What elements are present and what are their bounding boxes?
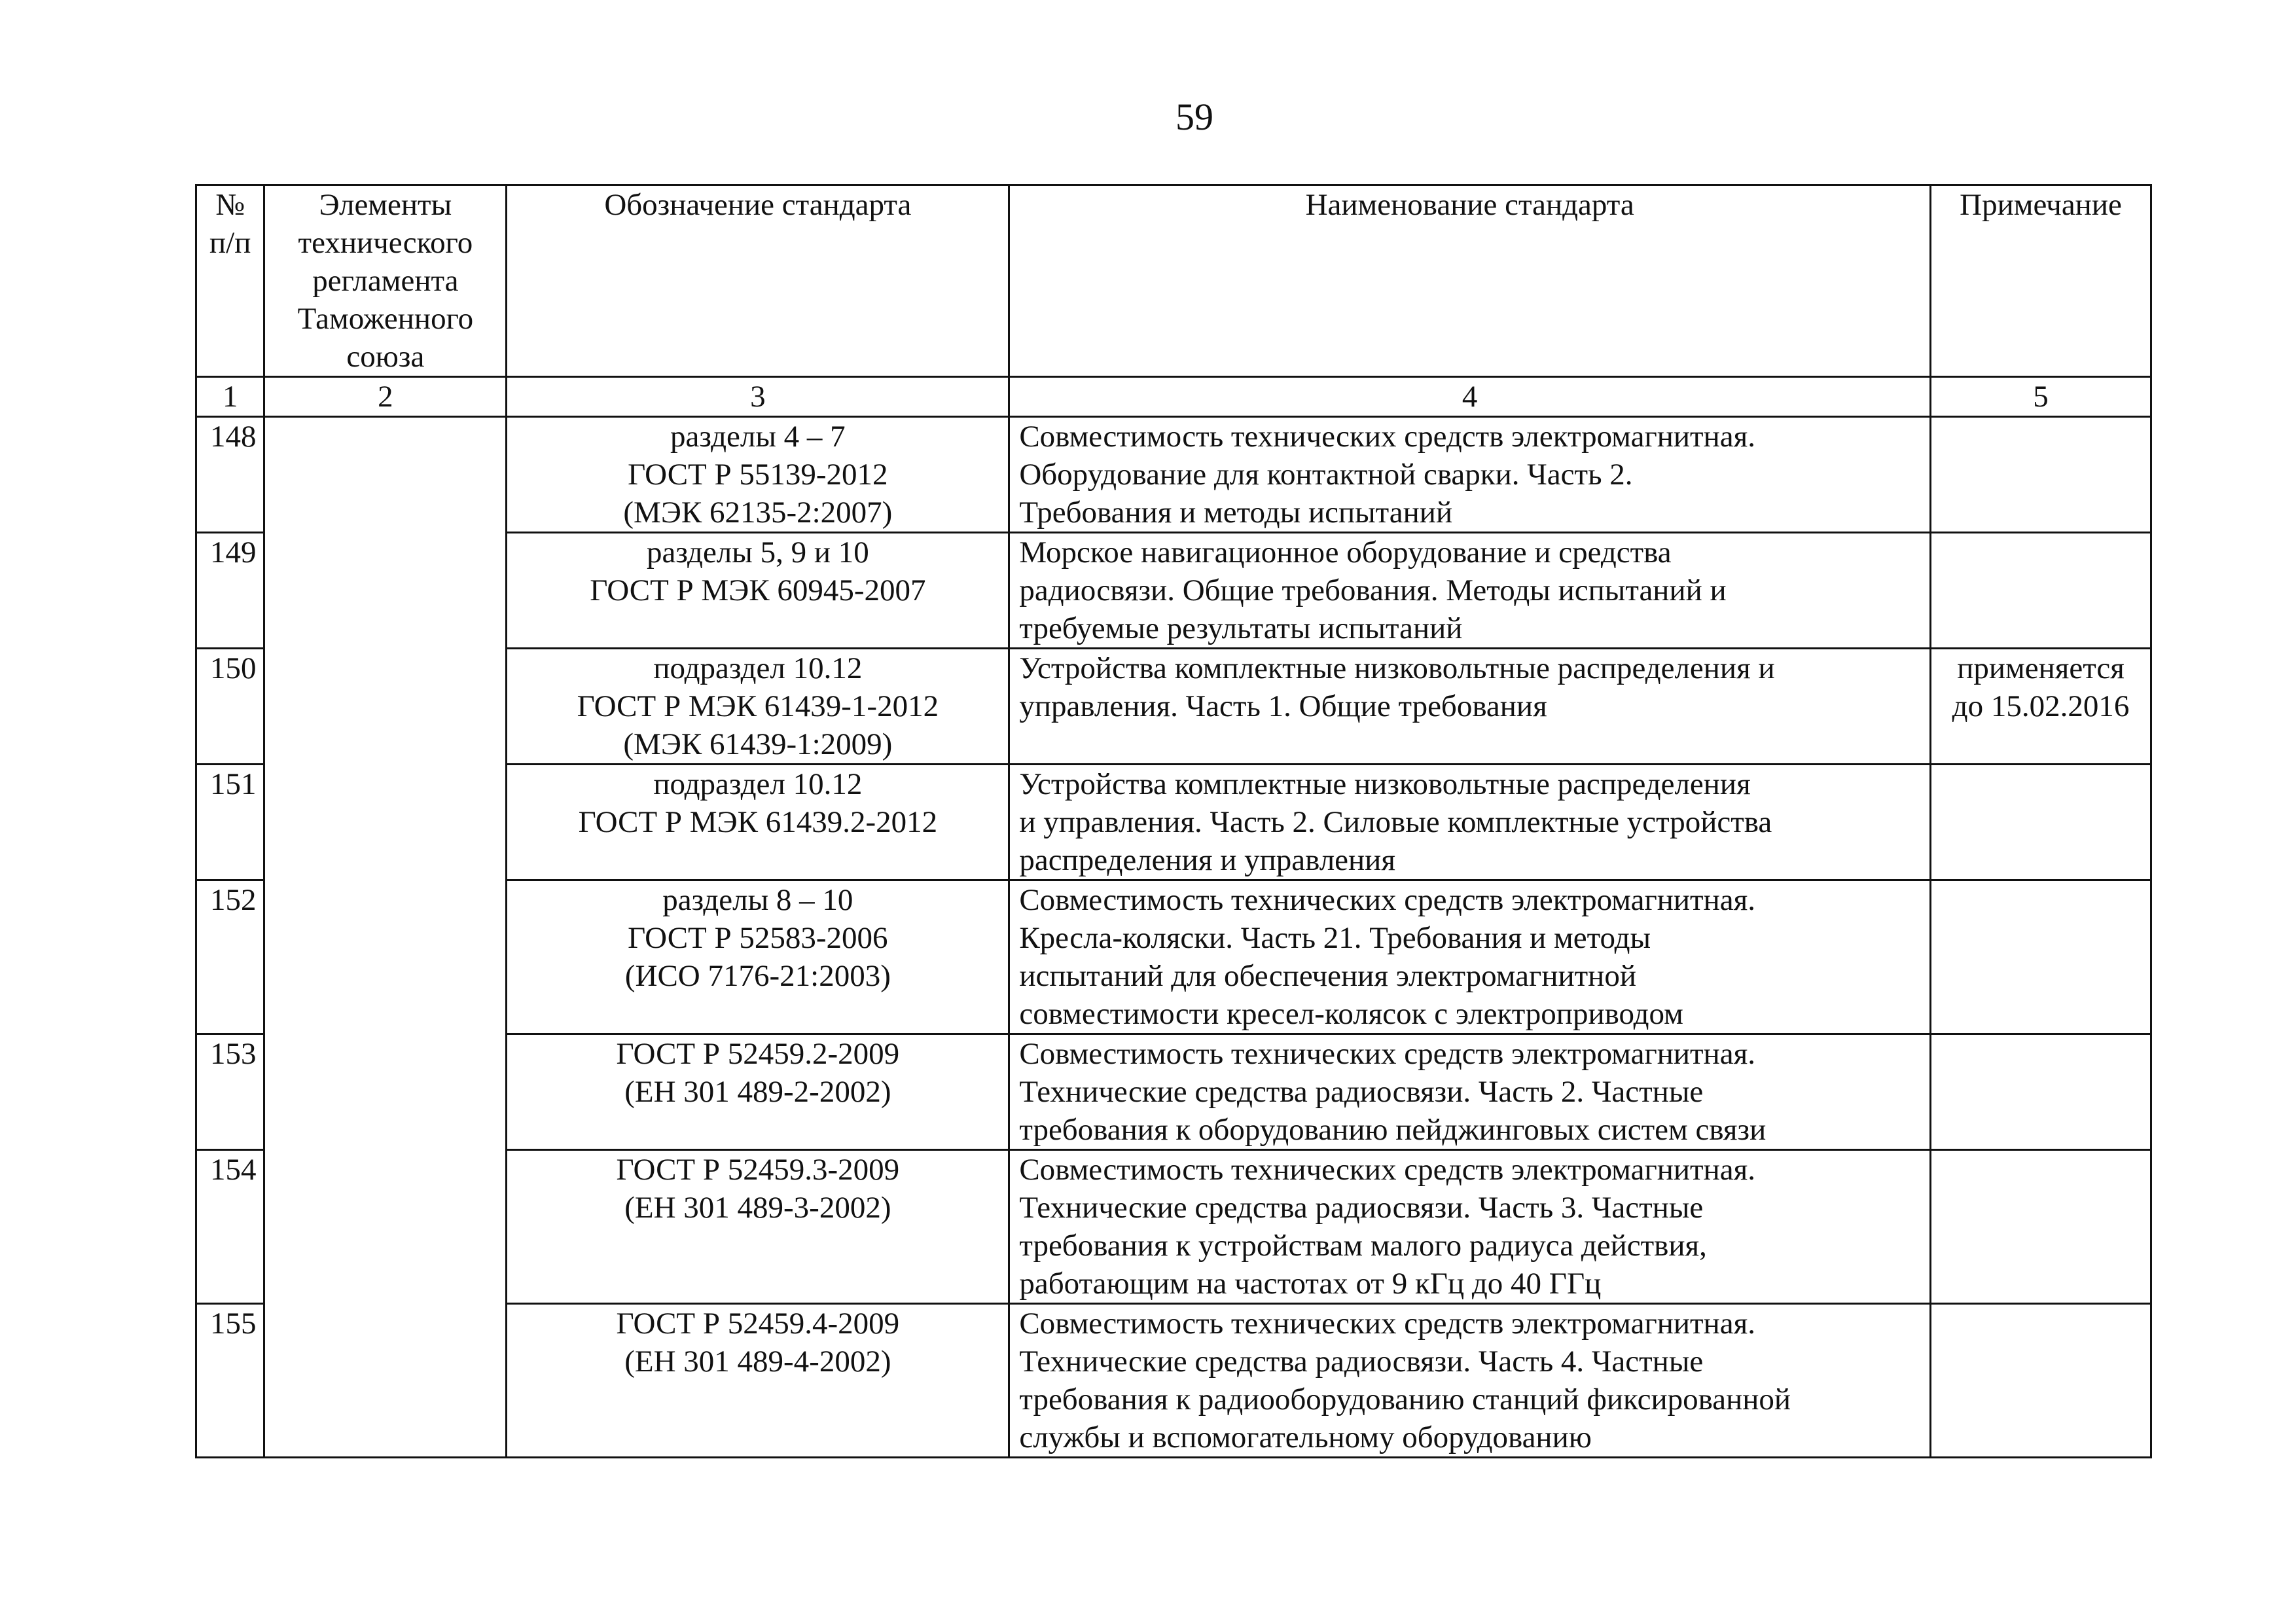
standard-designation-line: (ЕН 301 489-3-2002): [624, 1191, 891, 1225]
header-row: [196, 185, 2151, 377]
column-index: 3: [507, 377, 1009, 417]
standard-name: [1009, 1034, 1931, 1150]
note: [1931, 417, 2151, 533]
standard-name-line: Технические средства радиосвязи. Часть 3. Частные: [1019, 1191, 1704, 1225]
page-number: 59: [1175, 96, 1213, 138]
header-line: союза: [346, 340, 425, 374]
note: [1931, 880, 2151, 1034]
standard-name-line: и управления. Часть 2. Силовые комплектные устройства: [1019, 805, 1772, 839]
standard-name-line: Совместимость технических средств электромагнитная.: [1019, 1307, 1755, 1341]
header-note: [1931, 185, 2151, 377]
column-index: 2: [264, 377, 507, 417]
table-body: [196, 185, 2151, 1458]
header-num: [196, 185, 264, 377]
note: [1931, 533, 2151, 649]
standard-name-line: Совместимость технических средств электромагнитная.: [1019, 420, 1755, 454]
header-line: регламента: [312, 264, 459, 298]
standard-name: [1009, 1150, 1931, 1304]
note-line: применяется: [1957, 651, 2125, 685]
standard-designation: [507, 765, 1009, 880]
standard-designation-line: ГОСТ Р МЭК 61439-1-2012: [577, 689, 939, 723]
column-index: 1: [196, 377, 264, 417]
row-number: 148: [196, 417, 264, 533]
standard-name-line: Устройства комплектные низковольтные распределения: [1019, 767, 1751, 801]
standard-name: [1009, 649, 1931, 765]
standard-name-line: Технические средства радиосвязи. Часть 4. Частные: [1019, 1344, 1704, 1379]
standard-name: [1009, 417, 1931, 533]
standard-designation: [507, 1150, 1009, 1304]
standard-name-line: требования к устройствам малого радиуса действия,: [1019, 1229, 1707, 1263]
standard-name: [1009, 533, 1931, 649]
header-line: №: [215, 188, 245, 222]
standard-designation: [507, 533, 1009, 649]
standard-name-line: испытаний для обеспечения электромагнитной: [1019, 959, 1636, 993]
header-line: Примечание: [1960, 188, 2122, 222]
note-line: до 15.02.2016: [1952, 689, 2130, 723]
standard-designation-line: подраздел 10.12: [653, 651, 863, 685]
standard-name-line: управления. Часть 1. Общие требования: [1019, 689, 1547, 723]
standard-name-line: Совместимость технических средств электромагнитная.: [1019, 1037, 1755, 1071]
note: [1931, 765, 2151, 880]
standard-designation-line: разделы 5, 9 и 10: [646, 535, 869, 569]
standard-name-line: требуемые результаты испытаний: [1019, 611, 1463, 645]
standard-name: [1009, 765, 1931, 880]
standard-name-line: Оборудование для контактной сварки. Часть 2.: [1019, 458, 1633, 492]
standard-designation-line: (ЕН 301 489-4-2002): [624, 1344, 891, 1379]
standard-name-line: Требования и методы испытаний: [1019, 496, 1453, 530]
standard-name-line: Технические средства радиосвязи. Часть 2. Частные: [1019, 1075, 1704, 1109]
row-number: 151: [196, 765, 264, 880]
standard-designation-line: (МЭК 61439-1:2009): [623, 727, 893, 761]
note: [1931, 1304, 2151, 1458]
standard-name-line: распределения и управления: [1019, 843, 1395, 877]
header-line: Обозначение стандарта: [604, 188, 912, 222]
note: [1931, 1150, 2151, 1304]
header-line: п/п: [209, 226, 251, 260]
header-line: Наименование стандарта: [1305, 188, 1634, 222]
standard-designation-line: ГОСТ Р 55139-2012: [628, 458, 888, 492]
row-number: 155: [196, 1304, 264, 1458]
table-row: [196, 417, 2151, 533]
standard-designation-line: ГОСТ Р 52459.3-2009: [616, 1153, 900, 1187]
column-index-row: [196, 377, 2151, 417]
standard-designation: [507, 1034, 1009, 1150]
standard-name-line: Совместимость технических средств электромагнитная.: [1019, 1153, 1755, 1187]
header-designation: [507, 185, 1009, 377]
row-number: 149: [196, 533, 264, 649]
header-line: Элементы: [319, 188, 452, 222]
standard-name-line: радиосвязи. Общие требования. Методы испытаний и: [1019, 573, 1727, 607]
standard-designation-line: ГОСТ Р 52459.4-2009: [616, 1307, 900, 1341]
standard-designation-line: (ИСО 7176-21:2003): [624, 959, 891, 993]
standard-name-line: Морское навигационное оборудование и средства: [1019, 535, 1672, 569]
header-line: Таможенного: [297, 302, 474, 336]
standard-designation-line: (ЕН 301 489-2-2002): [624, 1075, 891, 1109]
standard-designation-line: ГОСТ Р 52583-2006: [628, 921, 888, 955]
row-number: 154: [196, 1150, 264, 1304]
row-number: 152: [196, 880, 264, 1034]
column-index: 5: [1931, 377, 2151, 417]
standard-name: [1009, 880, 1931, 1034]
standard-designation: [507, 417, 1009, 533]
note: [1931, 1034, 2151, 1150]
row-number: 153: [196, 1034, 264, 1150]
row-number: 150: [196, 649, 264, 765]
standard-designation-line: подраздел 10.12: [653, 767, 863, 801]
standard-name: [1009, 1304, 1931, 1458]
header-elements: [264, 185, 507, 377]
header-line: технического: [298, 226, 473, 260]
header-name: [1009, 185, 1931, 377]
standard-name-line: службы и вспомогательному оборудованию: [1019, 1420, 1592, 1454]
standard-name-line: Совместимость технических средств электромагнитная.: [1019, 883, 1755, 917]
standard-designation: [507, 1304, 1009, 1458]
standard-designation: [507, 649, 1009, 765]
regulation-elements-cell: [264, 417, 507, 1458]
standard-designation-line: ГОСТ Р 52459.2-2009: [616, 1037, 900, 1071]
standard-designation-line: ГОСТ Р МЭК 60945-2007: [590, 573, 926, 607]
column-index: 4: [1009, 377, 1931, 417]
standard-designation-line: разделы 4 – 7: [670, 420, 846, 454]
standard-designation-line: ГОСТ Р МЭК 61439.2-2012: [578, 805, 938, 839]
standard-name-line: совместимости кресел-колясок с электроприводом: [1019, 997, 1683, 1031]
standard-name-line: работающим на частотах от 9 кГц до 40 ГГц: [1019, 1267, 1602, 1301]
standard-name-line: Устройства комплектные низковольтные распределения и: [1019, 651, 1775, 685]
standard-designation-line: (МЭК 62135-2:2007): [623, 496, 893, 530]
standards-table: [195, 184, 2152, 1458]
standard-designation-line: разделы 8 – 10: [662, 883, 853, 917]
standard-designation: [507, 880, 1009, 1034]
standard-name-line: требования к оборудованию пейджинговых систем связи: [1019, 1113, 1767, 1147]
standard-name-line: Кресла-коляски. Часть 21. Требования и методы: [1019, 921, 1651, 955]
note: [1931, 649, 2151, 765]
standard-name-line: требования к радиооборудованию станций фиксированной: [1019, 1382, 1791, 1416]
